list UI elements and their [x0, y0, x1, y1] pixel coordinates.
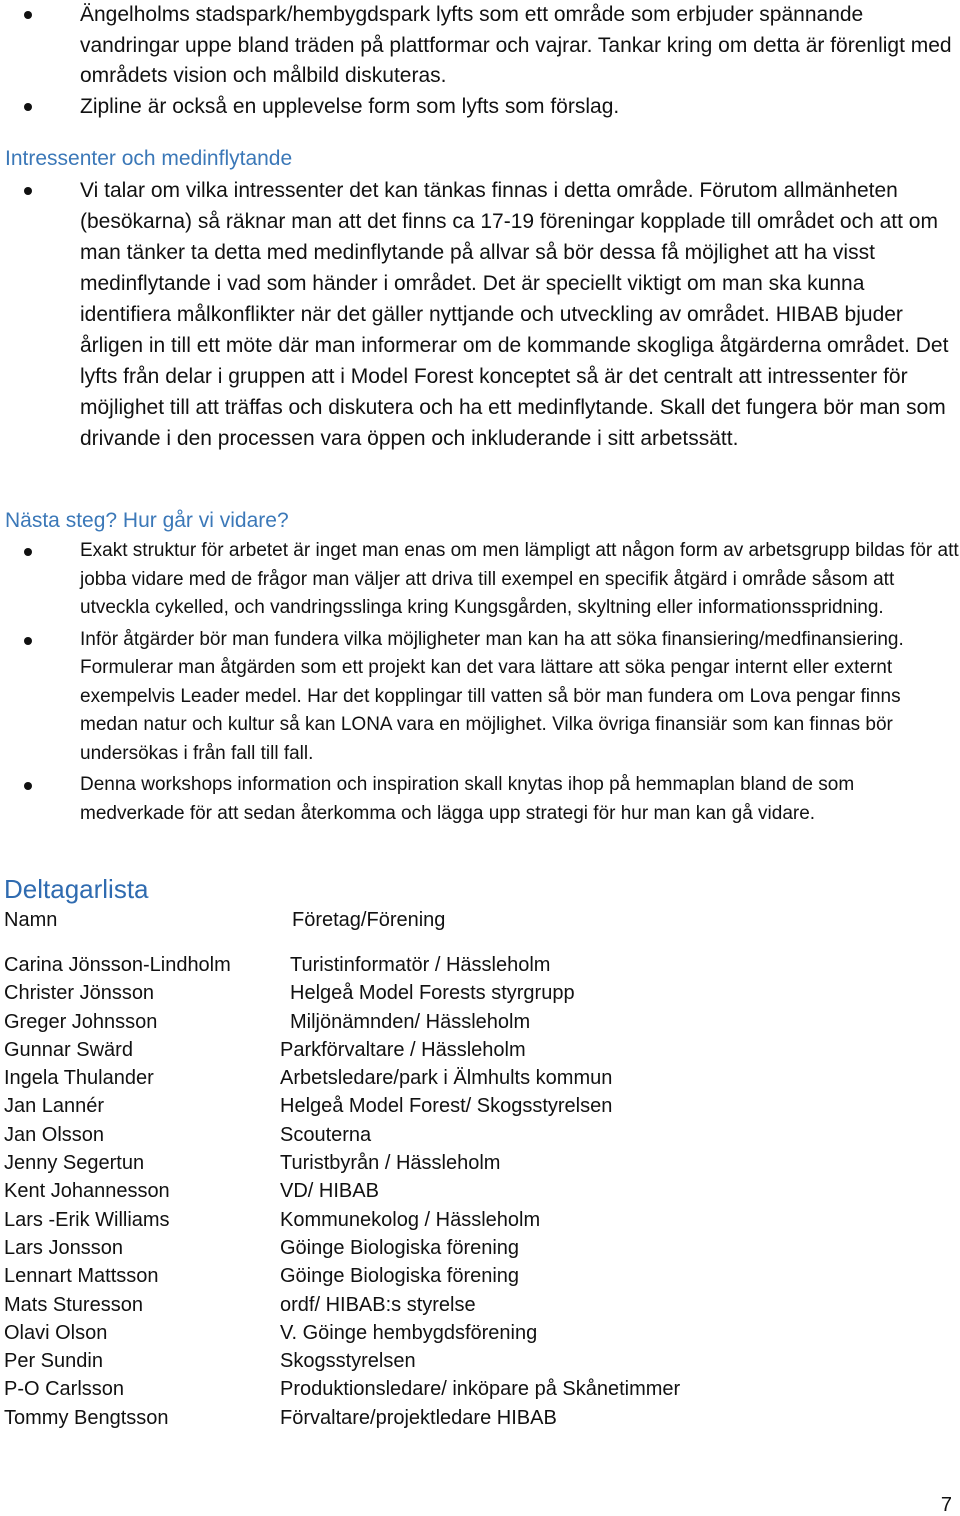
participant-row [0, 1121, 960, 1149]
participant-name: Carina Jönsson-Lindholm [4, 954, 231, 976]
section-heading-next-steps: Nästa steg? Hur går vi vidare? [5, 509, 289, 532]
participant-name: Lennart Mattsson [4, 1265, 159, 1288]
participant-name: Mats Sturesson [4, 1293, 143, 1316]
participant-list [0, 951, 960, 1432]
intro-bullet-list [0, 0, 960, 122]
participant-organization: Göinge Biologiska förening [280, 1265, 520, 1288]
participant-row [0, 1064, 960, 1092]
page-number: 7 [940, 1494, 952, 1516]
participant-organization: Förvaltare/projektledare HIBAB [280, 1406, 557, 1429]
participant-organization: Scouterna [280, 1123, 372, 1146]
participant-row [0, 1092, 960, 1120]
participant-row [0, 951, 960, 979]
participant-row [0, 1319, 960, 1347]
participant-name: Tommy Bengtsson [4, 1406, 169, 1429]
participant-name: Per Sundin [4, 1350, 103, 1373]
participant-row [0, 1347, 960, 1375]
participant-organization: VD/ HIBAB [280, 1180, 379, 1203]
column-header-name: Namn [4, 909, 58, 931]
participant-name: Lars -Erik Williams [4, 1208, 170, 1231]
participant-name: Kent Johannesson [4, 1180, 170, 1203]
participant-organization: Göinge Biologiska förening [280, 1236, 520, 1259]
participant-row [0, 1262, 960, 1290]
stakeholders-bullet-list [0, 175, 960, 454]
participant-name: Jan Lannér [4, 1095, 105, 1118]
participant-organization: Helgeå Model Forest/ Skogsstyrelsen [280, 1095, 613, 1118]
participant-row [0, 1291, 960, 1319]
participant-name: P-O Carlsson [4, 1378, 125, 1401]
participant-organization: Turistbyrån / Hässleholm [280, 1152, 501, 1175]
participant-row [0, 1177, 960, 1205]
intro-bullet-2: Zipline är också en upplevelse form som lyfts som förslag. [0, 92, 960, 123]
participant-organization: Produktionsledare/ inköpare på Skånetimmer [280, 1378, 681, 1401]
participant-organization: Parkförvaltare / Hässleholm [280, 1038, 526, 1061]
participant-row [0, 979, 960, 1007]
section-heading-stakeholders: Intressenter och medinflytande [5, 147, 293, 170]
participant-row [0, 1375, 960, 1403]
participant-row [0, 1206, 960, 1234]
participant-name: Christer Jönsson [4, 982, 155, 1005]
column-header-organization: Företag/Förening [292, 909, 446, 931]
participant-organization: V. Göinge hembygdsförening [280, 1321, 538, 1344]
participant-name: Ingela Thulander [4, 1067, 154, 1090]
next-steps-bullet-3: Denna workshops information och inspiration skall knytas ihop på hemmaplan bland de som medverkade för att sedan återkomma och lägga upp strategi för hur man kan gå vidare. [0, 771, 960, 828]
participant-row [0, 1404, 960, 1432]
participant-row [0, 1234, 960, 1262]
participant-name: Olavi Olson [4, 1321, 108, 1344]
participant-name: Jenny Segertun [4, 1152, 145, 1175]
participant-organization: Kommunekolog / Hässleholm [280, 1208, 541, 1231]
participant-row [0, 1149, 960, 1177]
participant-row [0, 1036, 960, 1064]
participants-heading: Deltagarlista [4, 874, 149, 904]
participant-organization: Skogsstyrelsen [280, 1350, 416, 1373]
participant-organization: Turistinformatör / Hässleholm [290, 954, 551, 976]
participant-organization: Helgeå Model Forests styrgrupp [290, 982, 575, 1005]
participant-name: Lars Jonsson [4, 1236, 123, 1259]
participant-organization: ordf/ HIBAB:s styrelse [280, 1293, 476, 1316]
participant-name: Gunnar Swärd [4, 1038, 133, 1061]
participant-name: Greger Johnsson [4, 1010, 158, 1033]
next-steps-bullet-2: Inför åtgärder bör man fundera vilka möjligheter man kan ha att söka finansiering/medfinansiering. Formulerar man åtgärden som ett projekt kan det vara lättare att söka pengar internt eller externt exempelvis Leader medel. Har det kopplingar till vatten så bör man fundera om Lova pengar finns medan natur och kultur så kan LONA vara en möjlighet. Vilka övriga finansiär som kan finnas bör undersökas i från fall till fall. [0, 626, 960, 769]
participant-organization: Miljönämnden/ Hässleholm [290, 1010, 531, 1033]
intro-bullet-1: Ängelholms stadspark/hembygdspark lyfts som ett område som erbjuder spännande vandringar uppe bland träden på plattformar och vajrar. Tankar kring om detta är förenligt med områdets vision och målbild diskuteras. [0, 0, 960, 92]
next-steps-bullet-list [0, 537, 960, 828]
participant-organization: Arbetsledare/park i Älmhults kommun [280, 1067, 613, 1090]
participant-row [0, 1008, 960, 1036]
participant-name: Jan Olsson [4, 1123, 105, 1146]
stakeholders-bullet-1: Vi talar om vilka intressenter det kan tänkas finnas i detta område. Förutom allmänheten (besökarna) så räknar man att det finns ca 17-19 föreningar kopplade till området och att om man tänker ta detta med medinflytande på allvar så bör dessa få möjlighet att ha visst medinflytande i vad som händer i området. Det är speciellt viktigt om man ska kunna identifiera målkonflikter när det gäller nyttjande och utveckling av området. HIBAB bjuder årligen in till ett möte där man informerar om de kommande skogliga åtgärderna området. Det lyfts från delar i gruppen att i Model Forest konceptet så är det centralt att intressenter för möjlighet till att träffas och diskutera och ha ett medinflytande. Skall det fungera bör man som drivande i den processen vara öppen och inkluderande i sitt arbetssätt. [0, 175, 960, 454]
next-steps-bullet-1: Exakt struktur för arbetet är inget man enas om men lämpligt att någon form av arbetsgrupp bildas för att jobba vidare med de frågor man väljer att driva till exempel en specifik åtgärd i område såsom att utveckla cykelled, och vandringsslinga kring Kungsgården, skyltning eller informationsspridning. [0, 537, 960, 623]
